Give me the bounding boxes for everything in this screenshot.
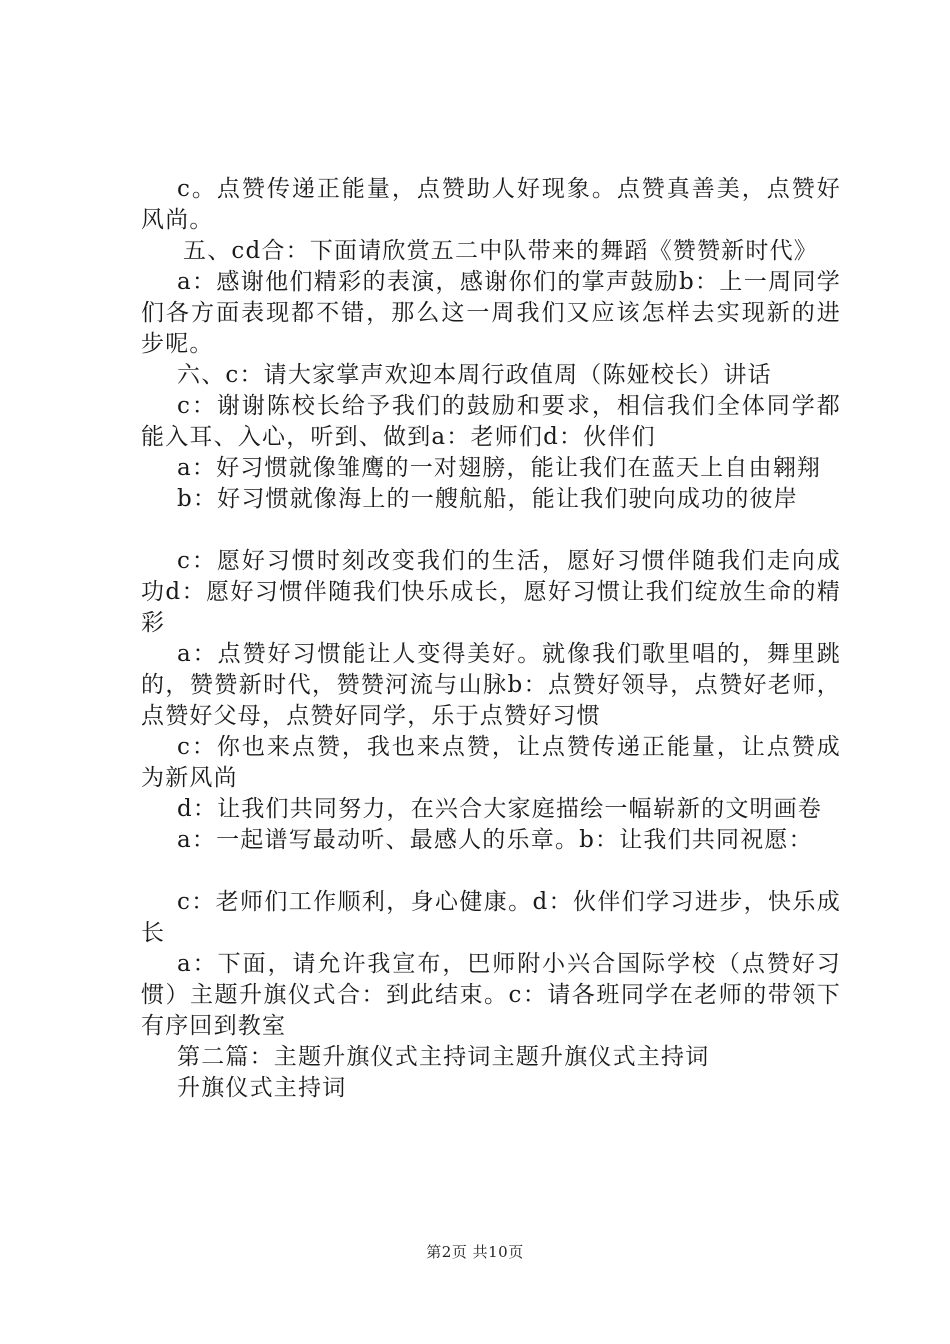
blank-line <box>141 856 841 887</box>
paragraph-10: c：你也来点赞，我也来点赞，让点赞传递正能量，让点赞成为新风尚 <box>141 734 841 791</box>
paragraph-6: a：好习惯就像雏鹰的一对翅膀，能让我们在蓝天上自由翱翔 <box>177 455 822 481</box>
page-number-footer: 第2页 共10页 <box>426 1243 524 1261</box>
paragraph-7: b：好习惯就像海上的一艘航船，能让我们驶向成功的彼岸 <box>177 486 798 512</box>
paragraph-11: d：让我们共同努力，在兴合大家庭描绘一幅崭新的文明画卷 <box>177 796 823 822</box>
paragraph-12: a：一起谱写最动听、最感人的乐章。b：让我们共同祝愿： <box>177 827 813 853</box>
paragraph-4: 六、c：请大家掌声欢迎本周行政值周（陈娅校长）讲话 <box>177 362 772 388</box>
section-subheading: 升旗仪式主持词 <box>177 1075 347 1101</box>
paragraph-5: c：谢谢陈校长给予我们的鼓励和要求，相信我们全体同学都能入耳、入心，听到、做到a：老师们d：伙伴们 <box>141 393 841 450</box>
paragraph-2: 五、cd合：下面请欣赏五二中队带来的舞蹈《赞赞新时代》 <box>183 238 819 264</box>
paragraph-8: c：愿好习惯时刻改变我们的生活，愿好习惯伴随我们走向成功d：愿好习惯伴随我们快乐成长，愿好习惯让我们绽放生命的精彩 <box>141 548 841 636</box>
section-heading: 第二篇：主题升旗仪式主持词主题升旗仪式主持词 <box>177 1044 710 1070</box>
paragraph-14: a：下面，请允许我宣布，巴师附小兴合国际学校（点赞好习惯）主题升旗仪式合：到此结束。c：请各班同学在老师的带领下有序回到教室 <box>141 951 841 1039</box>
document-body <box>141 174 841 1104</box>
blank-line <box>141 515 841 546</box>
paragraph-13: c：老师们工作顺利，身心健康。d：伙伴们学习进步，快乐成长 <box>141 889 841 946</box>
paragraph-9: a：点赞好习惯能让人变得美好。就像我们歌里唱的，舞里跳的，赞赞新时代，赞赞河流与山脉b：点赞好领导，点赞好老师，点赞好父母，点赞好同学，乐于点赞好习惯 <box>141 641 841 729</box>
paragraph-3: a：感谢他们精彩的表演，感谢你们的掌声鼓励b：上一周同学们各方面表现都不错，那么这一周我们又应该怎样去实现新的进步呢。 <box>141 269 841 357</box>
paragraph-1: c。点赞传递正能量，点赞助人好现象。点赞真善美，点赞好风尚。 <box>141 176 841 233</box>
